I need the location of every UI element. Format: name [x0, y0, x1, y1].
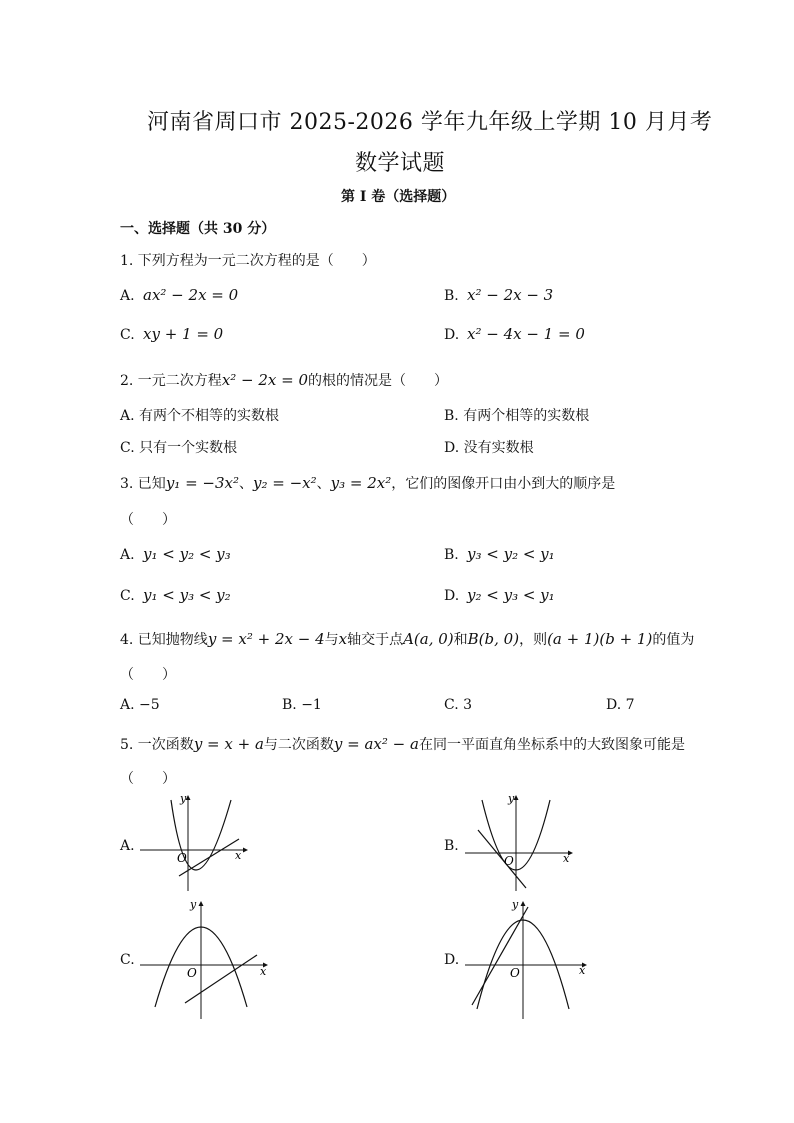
page-title: 河南省周口市 2025-2026 学年九年级上学期 10 月月考	[147, 110, 713, 135]
q3-paren: （ ）	[120, 512, 176, 528]
y-label: y	[190, 898, 197, 911]
q4-mid1: 与	[324, 632, 339, 648]
q1-option-d: x² − 4x − 1 = 0	[467, 325, 585, 343]
q2-option-b: B. 有两个相等的实数根	[444, 408, 590, 424]
q3-stem	[120, 473, 615, 493]
q1-option-a-label: A.	[120, 288, 135, 304]
q5-paren: （ ）	[120, 771, 176, 787]
q2-stem-pre: 2. 一元二次方程	[120, 373, 222, 389]
q3-option-b: y₃ < y₂ < y₁	[467, 545, 555, 563]
line	[478, 830, 526, 888]
y-label: y	[180, 792, 187, 805]
q2-stem	[120, 370, 448, 390]
q5-mid: 与二次函数	[263, 737, 334, 753]
q5-option-a-label: A.	[120, 838, 135, 854]
q5-quadratic: y = ax² − a	[333, 735, 419, 753]
q4-paren: （ ）	[120, 667, 176, 683]
q5-option-c-label: C.	[120, 952, 135, 968]
q5-option-d-label: D.	[444, 952, 460, 968]
q3-sep2: 、	[316, 476, 331, 492]
q3-option-d: y₂ < y₃ < y₁	[467, 586, 555, 604]
q2-option-c: C. 只有一个实数根	[120, 440, 238, 456]
section-heading: 一、选择题（共 30 分）	[120, 221, 276, 237]
q5-graph-c	[135, 895, 275, 1025]
origin-label: O	[504, 854, 514, 868]
q4-stem-pre: 4. 已知抛物线	[120, 632, 208, 648]
q2-equation: x² − 2x = 0	[221, 371, 309, 389]
q1-stem: 1. 下列方程为一元二次方程的是（ ）	[120, 253, 376, 269]
volume-heading: 第 I 卷（选择题）	[341, 189, 456, 205]
q1-option-d-label: D.	[444, 327, 460, 343]
q2-option-d: D. 没有实数根	[444, 440, 534, 456]
q5-graph-a	[135, 790, 250, 895]
q3-y1: y₁ = −3x²	[165, 474, 239, 492]
q3-stem-pre: 3. 已知	[120, 476, 166, 492]
q5-stem-pre: 5. 一次函数	[120, 737, 194, 753]
y-label: y	[512, 898, 519, 911]
q3-option-a-label: A.	[120, 547, 135, 563]
q4-stem	[120, 629, 694, 649]
q1-option-b-label: B.	[444, 288, 459, 304]
y-axis-arrow	[514, 795, 519, 800]
x-label: x	[579, 964, 586, 977]
q5-option-b-label: B.	[444, 838, 459, 854]
q3-option-c: y₁ < y₃ < y₂	[143, 586, 231, 604]
line	[472, 907, 528, 1005]
q3-option-c-label: C.	[120, 588, 135, 604]
q4-parabola: y = x² + 2x − 4	[207, 630, 325, 648]
q4-point-a: A(a, 0)	[403, 630, 454, 648]
q1-option-c: xy + 1 = 0	[143, 325, 224, 343]
q3-y2: y₂ = −x²	[253, 474, 317, 492]
q4-xvar: x	[338, 630, 348, 648]
origin-label: O	[177, 851, 187, 865]
q5-graph-d	[460, 895, 600, 1025]
q3-sep1: 、	[239, 476, 253, 492]
q4-tail: 的值为	[652, 632, 695, 648]
q5-tail: 在同一平面直角坐标系中的大致图象可能是	[418, 737, 685, 753]
x-axis-arrow	[243, 848, 248, 853]
q4-mid2: 轴交于点	[347, 632, 404, 648]
x-label: x	[235, 849, 242, 862]
q5-stem	[120, 734, 685, 754]
q3-option-b-label: B.	[444, 547, 459, 563]
q3-option-d-label: D.	[444, 588, 460, 604]
page-subtitle: 数学试题	[355, 151, 446, 176]
q4-and: 和	[453, 632, 468, 648]
y-label: y	[508, 792, 515, 805]
q4-mid3: ，则	[519, 632, 548, 648]
q4-option-d: D. 7	[606, 697, 635, 713]
y-axis-arrow	[186, 795, 191, 800]
q3-y3: y₃ = 2x²	[330, 474, 392, 492]
q4-point-b: B(b, 0)	[467, 630, 520, 648]
q2-option-a: A. 有两个不相等的实数根	[120, 408, 280, 424]
q4-option-b: B. −1	[282, 697, 322, 713]
q3-stem-post: ，它们的图像开口由小到大的顺序是	[391, 476, 616, 492]
x-label: x	[563, 852, 570, 865]
q1-option-b: x² − 2x − 3	[467, 286, 554, 304]
q4-option-c: C. 3	[444, 697, 473, 713]
q1-option-a: ax² − 2x = 0	[143, 286, 239, 304]
origin-label: O	[510, 966, 520, 980]
q3-option-a: y₁ < y₂ < y₃	[143, 545, 231, 563]
q5-linear: y = x + a	[193, 735, 264, 753]
q5-graph-b	[460, 790, 575, 895]
x-label: x	[260, 965, 267, 978]
q4-option-a: A. −5	[120, 697, 160, 713]
y-axis-arrow	[521, 901, 526, 906]
y-axis-arrow	[199, 901, 204, 906]
origin-label: O	[187, 966, 197, 980]
q4-expression: (a + 1)(b + 1)	[547, 630, 653, 648]
q1-option-c-label: C.	[120, 327, 135, 343]
q2-stem-post: 的根的情况是（ ）	[308, 373, 449, 389]
